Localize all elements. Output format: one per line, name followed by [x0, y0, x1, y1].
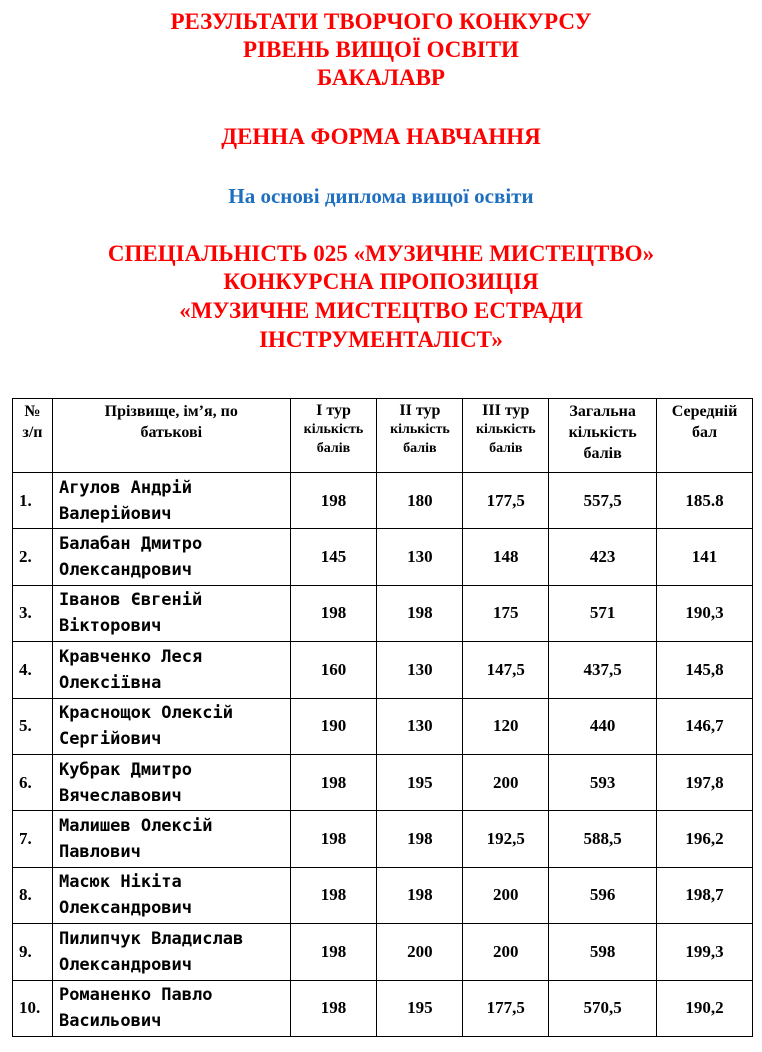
- specialty-line-1: СПЕЦІАЛЬНІСТЬ 025 «МУЗИЧНЕ МИСТЕЦТВО»: [107, 241, 655, 266]
- total-score: 440: [549, 698, 657, 754]
- title-line-3: БАКАЛАВР: [317, 65, 445, 90]
- col-total-header: Загальна кількість балів: [549, 399, 657, 473]
- row-number: 9.: [13, 924, 53, 980]
- tour1-score: 198: [290, 924, 377, 980]
- tour3-score: 147,5: [463, 642, 549, 698]
- surname-firstname: Масюк Нікіта: [58, 872, 182, 893]
- tour1-score: 190: [290, 698, 377, 754]
- patronymic: Олександрович: [58, 954, 193, 975]
- tour3-score: 177,5: [463, 473, 549, 529]
- col-name-header: Прізвище, ім’я, по батькові: [52, 399, 290, 473]
- tour3-score: 192,5: [463, 811, 549, 867]
- tour2-score: 130: [377, 642, 463, 698]
- table-row: [13, 698, 753, 754]
- patronymic: Олександрович: [58, 560, 193, 581]
- table-row: [13, 585, 753, 641]
- row-number: 3.: [13, 585, 53, 641]
- student-name: [52, 924, 290, 980]
- total-score: 437,5: [549, 642, 657, 698]
- col-tour1-header: І тур кількість балів: [290, 399, 377, 473]
- tour1-score: 198: [290, 811, 377, 867]
- patronymic: Сергійович: [58, 729, 162, 750]
- total-score: 571: [549, 585, 657, 641]
- title-line-2: РІВЕНЬ ВИЩОЇ ОСВІТИ: [243, 37, 519, 62]
- surname-firstname: Краснощок Олексій: [58, 703, 233, 724]
- tour2-score: 198: [377, 585, 463, 641]
- patronymic: Павлович: [58, 842, 141, 863]
- col-avg-header: Середній бал: [657, 399, 753, 473]
- tour2-score: 198: [377, 867, 463, 923]
- surname-firstname: Іванов Євгеній: [58, 590, 203, 611]
- tour1-score: 160: [290, 642, 377, 698]
- row-number: 8.: [13, 867, 53, 923]
- table-header-row: [13, 399, 753, 473]
- row-number: 2.: [13, 529, 53, 585]
- specialty-line-3: «МУЗИЧНЕ МИСТЕЦТВО ЕСТРАДИ: [179, 298, 583, 323]
- row-number: 4.: [13, 642, 53, 698]
- total-score: 557,5: [549, 473, 657, 529]
- surname-firstname: Пилипчук Владислав: [58, 928, 244, 949]
- table-row: [13, 811, 753, 867]
- tour2-score: 130: [377, 698, 463, 754]
- student-name: [52, 754, 290, 810]
- patronymic: Васильович: [58, 1011, 162, 1032]
- surname-firstname: Агулов Андрій: [58, 477, 193, 498]
- tour1-score: 198: [290, 473, 377, 529]
- tour2-score: 198: [377, 811, 463, 867]
- total-score: 588,5: [549, 811, 657, 867]
- tour3-score: 148: [463, 529, 549, 585]
- tour3-score: 175: [463, 585, 549, 641]
- col-tour2-header: ІІ тур кількість балів: [377, 399, 463, 473]
- average-score: 185.8: [657, 473, 753, 529]
- average-score: 141: [657, 529, 753, 585]
- total-score: 598: [549, 924, 657, 980]
- tour1-score: 198: [290, 980, 377, 1036]
- specialty-line-4: ІНСТРУМЕНТАЛІСТ»: [259, 327, 503, 352]
- tour1-score: 198: [290, 867, 377, 923]
- tour3-score: 200: [463, 924, 549, 980]
- table-row: [13, 754, 753, 810]
- surname-firstname: Балабан Дмитро: [58, 534, 203, 555]
- tour2-score: 130: [377, 529, 463, 585]
- tour2-score: 195: [377, 754, 463, 810]
- table-row: [13, 642, 753, 698]
- total-score: 423: [549, 529, 657, 585]
- student-name: [52, 698, 290, 754]
- student-name: [52, 529, 290, 585]
- study-form: ДЕННА ФОРМА НАВЧАННЯ: [221, 124, 541, 149]
- tour3-score: 120: [463, 698, 549, 754]
- student-name: [52, 473, 290, 529]
- total-score: 596: [549, 867, 657, 923]
- table-row: [13, 529, 753, 585]
- student-name: [52, 585, 290, 641]
- average-score: 196,2: [657, 811, 753, 867]
- patronymic: Олександрович: [58, 898, 193, 919]
- patronymic: Олексіївна: [58, 672, 162, 693]
- average-score: 146,7: [657, 698, 753, 754]
- student-name: [52, 980, 290, 1036]
- tour3-score: 200: [463, 867, 549, 923]
- title-line-1: РЕЗУЛЬТАТИ ТВОРЧОГО КОНКУРСУ: [170, 9, 592, 34]
- patronymic: Вячеславович: [58, 785, 182, 806]
- tour2-score: 180: [377, 473, 463, 529]
- tour2-score: 195: [377, 980, 463, 1036]
- tour1-score: 198: [290, 754, 377, 810]
- table-row: [13, 980, 753, 1036]
- surname-firstname: Романенко Павло: [58, 985, 213, 1006]
- average-score: 197,8: [657, 754, 753, 810]
- surname-firstname: Малишев Олексій: [58, 816, 213, 837]
- tour3-score: 200: [463, 754, 549, 810]
- surname-firstname: Кравченко Леся: [58, 646, 203, 667]
- patronymic: Валерійович: [58, 503, 172, 524]
- tour1-score: 145: [290, 529, 377, 585]
- average-score: 190,2: [657, 980, 753, 1036]
- specialty-line-2: КОНКУРСНА ПРОПОЗИЦІЯ: [223, 269, 539, 294]
- results-table: [12, 398, 753, 1037]
- student-name: [52, 867, 290, 923]
- student-name: [52, 642, 290, 698]
- col-tour3-header: ІІІ тур кількість балів: [463, 399, 549, 473]
- row-number: 5.: [13, 698, 53, 754]
- col-num-header: № з/п: [13, 399, 53, 473]
- surname-firstname: Кубрак Дмитро: [58, 759, 193, 780]
- average-score: 198,7: [657, 867, 753, 923]
- tour1-score: 198: [290, 585, 377, 641]
- student-name: [52, 811, 290, 867]
- table-row: [13, 867, 753, 923]
- average-score: 199,3: [657, 924, 753, 980]
- admission-basis: На основі диплома вищої освіти: [228, 184, 534, 208]
- table-row: [13, 924, 753, 980]
- table-row: [13, 473, 753, 529]
- row-number: 10.: [13, 980, 53, 1036]
- average-score: 190,3: [657, 585, 753, 641]
- total-score: 570,5: [549, 980, 657, 1036]
- row-number: 1.: [13, 473, 53, 529]
- average-score: 145,8: [657, 642, 753, 698]
- patronymic: Вікторович: [58, 616, 162, 637]
- tour3-score: 177,5: [463, 980, 549, 1036]
- row-number: 6.: [13, 754, 53, 810]
- total-score: 593: [549, 754, 657, 810]
- tour2-score: 200: [377, 924, 463, 980]
- row-number: 7.: [13, 811, 53, 867]
